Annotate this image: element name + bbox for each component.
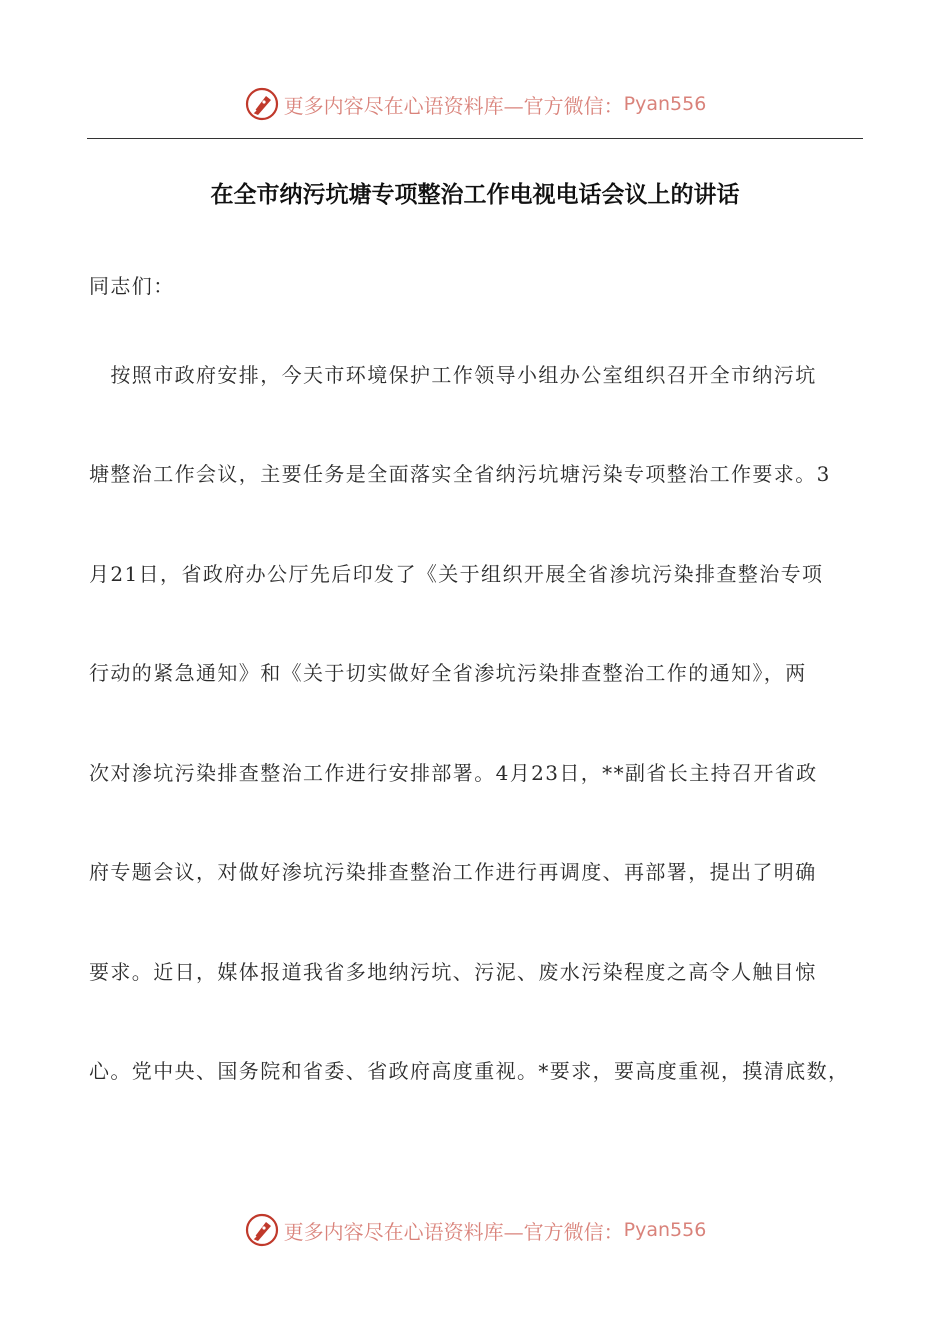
- document-title: 在全市纳污坑塘专项整治工作电视电话会议上的讲话: [210, 182, 740, 208]
- salutation: 同志们：: [89, 274, 175, 298]
- body-line: 月21日，省政府办公厅先后印发了《关于组织开展全省渗坑污染排查整治专项: [89, 562, 824, 586]
- banner-text: 更多内容尽在心语资料库—官方微信：: [283, 93, 624, 118]
- footer-banner: [0, 1208, 950, 1252]
- banner-text: 更多内容尽在心语资料库—官方微信：: [283, 1219, 624, 1244]
- body-line: 府专题会议，对做好渗坑污染排查整治工作进行再调度、再部署，提出了明确: [89, 860, 817, 884]
- pen-nib-logo-icon: [244, 1212, 280, 1248]
- banner-wechat-id: Pyan556: [623, 1219, 707, 1241]
- header-divider: [87, 138, 863, 139]
- body-line: 按照市政府安排，今天市环境保护工作领导小组办公室组织召开全市纳污坑: [89, 363, 817, 387]
- header-banner: [0, 82, 950, 126]
- pen-nib-logo-icon: [244, 86, 280, 122]
- body-line: 要求。近日，媒体报道我省多地纳污坑、污泥、废水污染程度之高令人触目惊: [89, 960, 817, 984]
- body-line: 塘整治工作会议，主要任务是全面落实全省纳污坑塘污染专项整治工作要求。3: [89, 462, 831, 486]
- body-line: 行动的紧急通知》和《关于切实做好全省渗坑污染排查整治工作的通知》，两: [89, 661, 807, 685]
- banner-wechat-id: Pyan556: [623, 93, 707, 115]
- body-line: 心。党中央、国务院和省委、省政府高度重视。*要求，要高度重视，摸清底数，: [89, 1059, 850, 1083]
- body-line: 次对渗坑污染排查整治工作进行安排部署。4月23日，**副省长主持召开省政: [89, 761, 818, 785]
